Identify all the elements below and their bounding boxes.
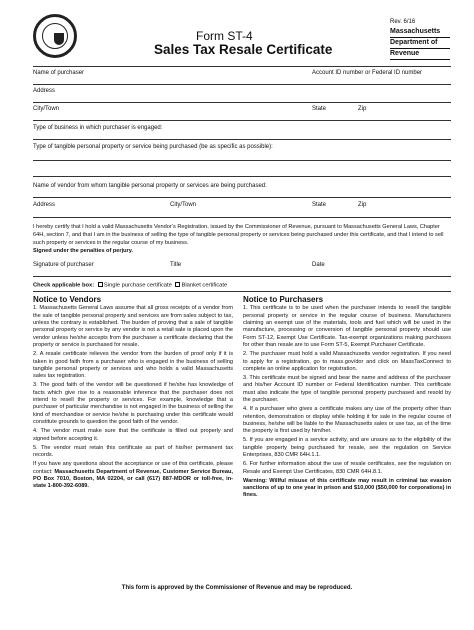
purchasers-paragraph: 3. This certificate must be signed and bear the name and address of the purchaser and his/her Account ID number or Federal Identification number. This certificate must also indicate the type of tangible personal property purchased and resold by the purchaser. [243,375,451,404]
massachusetts-seal-icon [33,14,77,58]
form-title: Sales Tax Resale Certificate [154,42,333,57]
zip-label: Zip [358,106,367,112]
name-of-vendor-label: Name of vendor from whom tangible personal property or services are being purchased: [33,183,267,189]
name-of-purchaser-label: Name of purchaser [33,70,85,76]
penalty-statement: Signed under the penalties of perjury. [33,248,133,255]
check-applicable-label: Check applicable box: [33,282,95,289]
vendors-paragraph: 5. The vendor must retain this certificate as part of his/her permanent tax records. [33,444,233,459]
purchasers-heading: Notice to Purchasers [243,295,324,304]
state-label: State [312,106,327,112]
checkbox-row [33,282,227,289]
city-line[interactable] [33,120,451,121]
type-of-property-label: Type of tangible personal property or service being purchased (be as specific as possible): [33,144,273,150]
title-label: Title [170,262,182,268]
vendor-address-label: Address [33,202,56,208]
notice-to-vendors [33,296,233,492]
top-rule [33,66,451,67]
vendors-paragraph: 4. The vendor must make sure that the certificate is filled out properly and signed before accepting it. [33,428,233,442]
address-label: Address [33,88,56,94]
account-id-label: Account ID number or Federal ID number [312,70,423,76]
vendor-state-label: State [312,202,327,208]
property-line-1[interactable] [33,160,451,161]
vendors-paragraph: 3. The good faith of the vendor will be questioned if he/she has knowledge of facts which give rise to a reasonable inference that the purchaser does not intend to resell the property or services. For example, knowledge that a purchaser of particular merchandise is not engaged in the business of selling the kind of merchandise or service he/she is purchasing under this certificate would constitute grounds to question the good faith of the vendor. [33,382,233,426]
warning-text: Warning: Willful misuse of this certificate may result in criminal tax evasion sanctions of up to one year in prison and $10,000 ($50,000 for corporations) in fines. [243,477,451,499]
vendor-zip-label: Zip [358,202,367,208]
signature-label: Signature of purchaser [33,262,94,268]
single-purchase-checkbox[interactable] [98,282,103,287]
property-line-2[interactable] [33,176,451,177]
notice-to-purchasers [243,296,451,502]
vendors-heading: Notice to Vendors [33,295,102,304]
blanket-certificate-checkbox[interactable] [175,282,180,287]
purchasers-paragraph: 5. If you are engaged in a service activity, and are unsure as to the eligibility of the tangible property being purchased for resale, see the regulation on Service Enterprises, 830 CMR 64H.1.1. [243,437,451,459]
vendors-paragraph: 2. A resale certificate relieves the vendor from the burden of proof only if it is taken in good faith from a purchaser who is engaged in the business of selling tangible personal property or services and who holds a valid Massachusetts sales tax registration. [33,351,233,380]
revision-date: Rev. 6/16 [390,19,416,25]
footer-note: This form is approved by the Commissioner of Revenue and may be reproduced. [121,585,353,591]
single-purchase-label: Single purchase certificate [103,282,172,289]
purchaser-name-line[interactable] [33,84,451,85]
type-of-business-label: Type of business in which purchaser is engaged: [33,125,163,131]
date-label: Date [312,262,325,268]
blanket-certificate-label: Blanket certificate [181,282,228,289]
vendors-contact: If you have any questions about the acceptance or use of this certificate, please contact: Massachusetts Department of Revenue, Customer Service Bureau, PO Box 7010, Boston, MA 02204, or call (617) 887-MDOR or toll-free, in-state 1-800-392-6089. [33,461,233,490]
vendor-name-line[interactable] [33,197,451,198]
section-rule [33,291,451,292]
purchasers-paragraph: 2. The purchaser must hold a valid Massachusetts vendor registration. If you need to apply for a registration, go to mass.gov/dor and click on MassTaxConnect to complete an online application for registration. [243,351,451,372]
city-town-label: City/Town [33,106,60,112]
signature-line[interactable] [33,276,451,277]
vendors-paragraph: 1. Massachusetts General Laws assume that all gross receipts of a vendor from the sale of tangible personal property and services are from sales subject to tax, unless the contrary is established. The burden of proving that a sale of tangible personal property or service by any vendor is not a retail sale is placed upon the vendor unless he/she accepts from the purchaser a certificate declaring that the property or service is purchased for resale. [33,305,233,349]
vendor-city-label: City/Town [170,202,197,208]
purchasers-paragraph: 6. For further information about the use of resale certificates, see the regulation on Resale and Exempt Use Certificates, 830 CMR 64H.8.1. [243,461,451,475]
certification-block [33,224,451,256]
vendor-address-line[interactable] [33,217,451,218]
form-number: Form ST-4 [196,29,253,43]
business-line[interactable] [33,139,451,140]
purchasers-paragraph: 4. If a purchaser who gives a certificate makes any use of the property other than retention, demonstration or display while holding it for sale in the regular course of business, he/she will be liable to the Massachusetts sales or use tax, as of the time the property is first used by him/her. [243,406,451,435]
department-name: Massachusetts Department of Revenue [390,27,450,60]
purchasers-paragraph: 1. This certificate is to be used when the purchaser intends to resell the tangible personal property or service in the regular course of business. Manufacturers claiming an exempt use of the materials, tools and fuel which will be used in the manufacture, processing or conversion of tangible personal property should use Form ST-12, Exempt Use Certificate. Tax-exempt organizations making purchases for other than resale are to use Form ST-5, Exempt Purchaser Certificate. [243,305,451,349]
certification-text: I hereby certify that I hold a valid Massachusetts Vendor’s Registration, issued by the Commissioner of Revenue, pursuant to Massachusetts General Laws, Chapter 64H, section 7, and that I am in the business of selling the type of tangible personal property or services being purchased under this certificate, and that I intend to sell such property or services in the regular course of my business. [33,224,444,246]
address-line[interactable] [33,102,451,103]
